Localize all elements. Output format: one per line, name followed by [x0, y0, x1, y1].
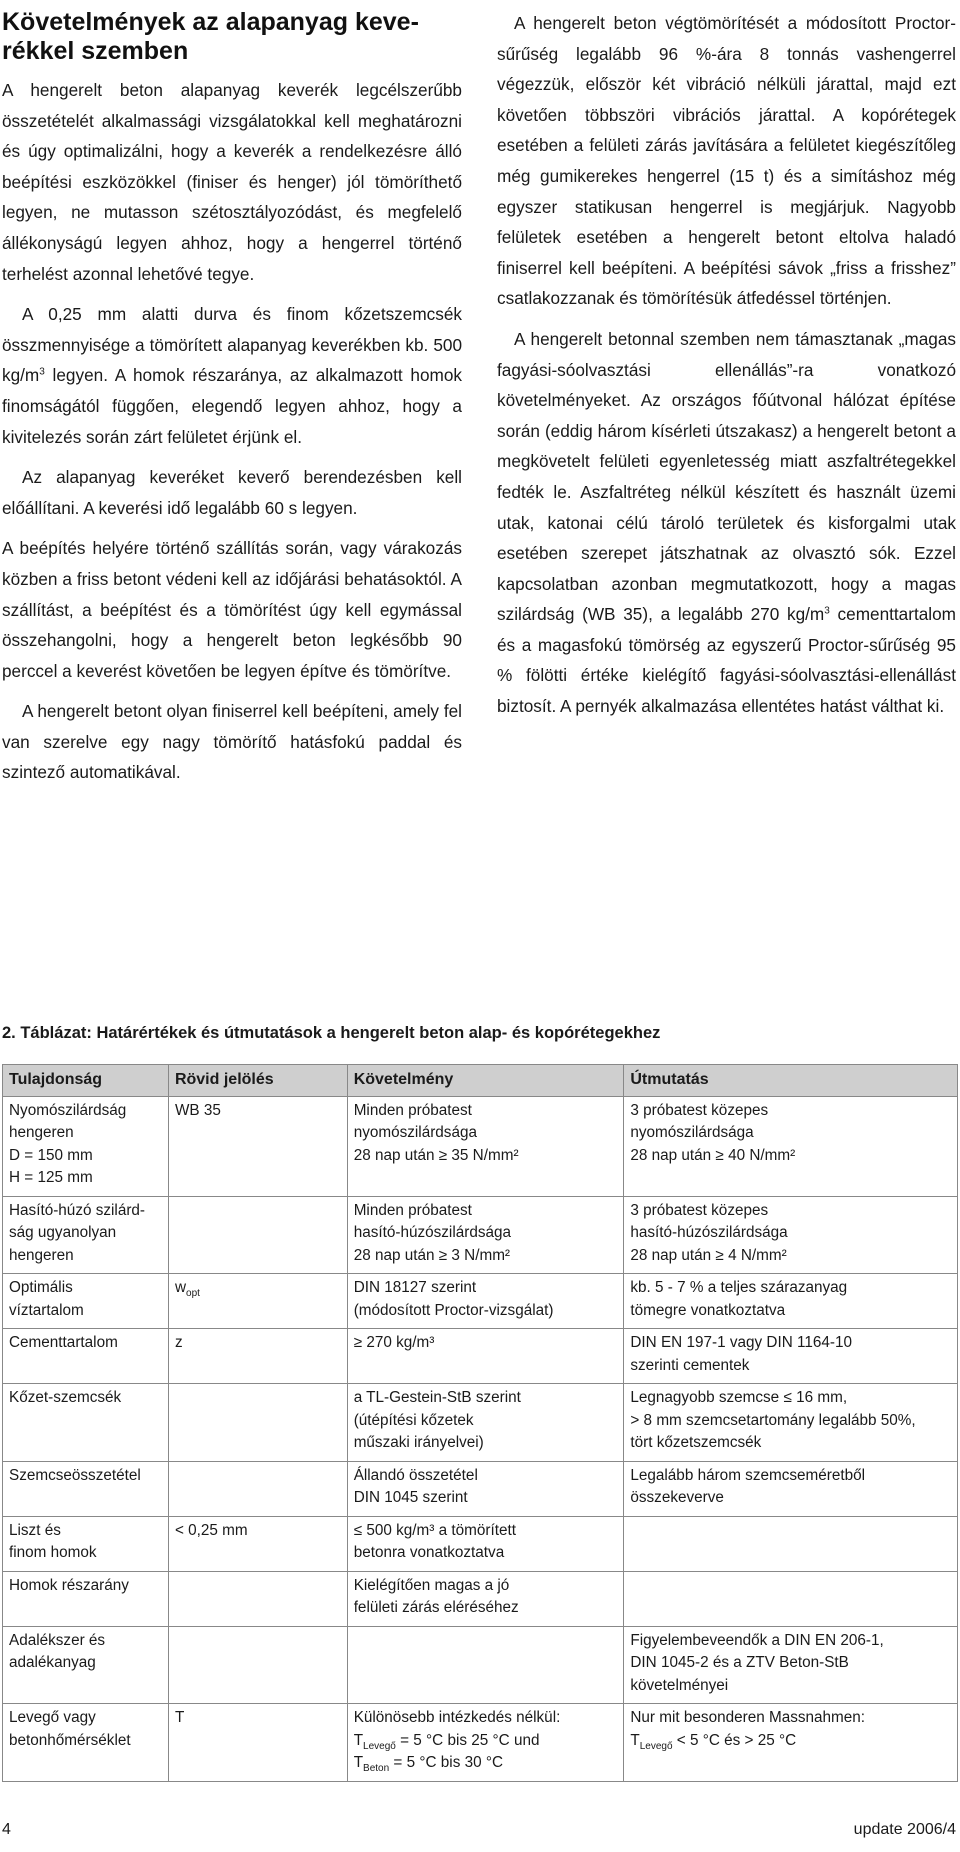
table-row: [3, 1096, 958, 1196]
table-cell: Adalékszer és adalékanyag: [3, 1626, 169, 1704]
table-row: [3, 1384, 958, 1462]
table-cell: ≤ 500 kg/m³ a tömörített betonra vonatkoztatva: [347, 1516, 624, 1571]
paragraph: A hengerelt beton alapanyag keverék legcélszerűbb összetételét alkalmassági vizsgálatokkal kell meghatározni és úgy optimalizálni, hogy a keverék a rendelkezésre álló beépítési eszközökkel (finiser és henger) jól tömöríthető legyen, ne mutasson szétosztályozódást, és megfelelő állékonyságú legyen ahhoz, hogy a hengerrel történő terhelést azonnal lehetővé tegye.: [2, 80, 462, 284]
table-cell: Optimális víztartalom: [3, 1274, 169, 1329]
paragraph: A beépítés helyére történő szállítás során, vagy várakozás közben a friss betont védeni kell az időjárási behatásoktól. A szállítást, a beépítést és a tömörítést úgy kell egymással összehangolni, hogy a hengerelt beton legkésőbb 90 perccel a keverést követően be legyen építve és tömörítve.: [2, 538, 462, 681]
table-cell: < 0,25 mm: [168, 1516, 347, 1571]
table-cell: Nur mit besonderen Massnahmen: $T_{Levegő} < 5$ °C és > 25 °C: [624, 1704, 958, 1782]
table-cell: Cementtartalom: [3, 1329, 169, 1384]
column-header: Tulajdonság: [3, 1065, 169, 1097]
table-cell: Minden próbatest nyomószilárdsága 28 nap után ≥ 35 N/mm²: [347, 1096, 624, 1196]
column-header: Útmutatás: [624, 1065, 958, 1097]
table-cell: WB 35: [168, 1096, 347, 1196]
table-cell: [168, 1571, 347, 1626]
table-cell: [168, 1196, 347, 1274]
table-cell: [624, 1516, 958, 1571]
table-cell: 3 próbatest közepes hasító-húzószilárdsága 28 nap után ≥ 4 N/mm²: [624, 1196, 958, 1274]
table-cell: Homok részarány: [3, 1571, 169, 1626]
page-number: 4: [2, 1821, 11, 1838]
table-cell: Kielégítően magas a jó felületi zárás eléréséhez: [347, 1571, 624, 1626]
table-cell: ≥ 270 kg/m³: [347, 1329, 624, 1384]
table-cell: Minden próbatest hasító-húzószilárdsága 28 nap után ≥ 3 N/mm²: [347, 1196, 624, 1274]
column-header: Rövid jelölés: [168, 1065, 347, 1097]
table-cell: Különösebb intézkedés nélkül: $T_{Levegő} = 5$ °C bis 25 °C und $T_{Beton} = 5$ °C bis 30 °C: [347, 1704, 624, 1782]
table-cell: [168, 1384, 347, 1462]
table-cell: [347, 1626, 624, 1704]
table-cell: Kőzet-szemcsék: [3, 1384, 169, 1462]
table-cell: Hasító-húzó szilárd- ság ugyanolyan hengeren: [3, 1196, 169, 1274]
table-cell: [168, 1461, 347, 1516]
table-cell: $w_{opt}$: [168, 1274, 347, 1329]
table-cell: Szemcseösszetétel: [3, 1461, 169, 1516]
table-row: [3, 1274, 958, 1329]
table-cell: Liszt és finom homok: [3, 1516, 169, 1571]
table-cell: Figyelembeveendők a DIN EN 206-1, DIN 1045-2 és a ZTV Beton-StB követelményei: [624, 1626, 958, 1704]
table-cell: a TL-Gestein-StB szerint (útépítési kőzetek műszaki irányelvei): [347, 1384, 624, 1462]
table-row: [3, 1626, 958, 1704]
table-cell: 3 próbatest közepes nyomószilárdsága 28 nap után ≥ 40 N/mm²: [624, 1096, 958, 1196]
table-cell: T: [168, 1704, 347, 1782]
table-cell: Levegő vagy betonhőmérséklet: [3, 1704, 169, 1782]
table-cell: kb. 5 - 7 % a teljes szárazanyag tömegre vonatkoztatva: [624, 1274, 958, 1329]
table-cell: Legnagyobb szemcse ≤ 16 mm, > 8 mm szemcsetartomány legalább 50%, tört kőzetszemcsék: [624, 1384, 958, 1462]
table-title: 2. Táblázat: Határértékek és útmutatások a hengerelt beton alap- és kopórétegekhez: [2, 1024, 661, 1042]
paragraph: A hengerelt beton végtömörítését a módosított Proctor-sűrűség legalább 96 %-ára 8 tonnás vashengerrel végezzük, először két vibráció nélküli járattal, majd ezt követően többszöri vibrációs járattal. A kopórétegek esetében a felületi zárás javítására a felületet kiegészítőleg még gumikerekes hengerrel (15 t) és a simításhoz még egyszer statikusan hengerrel is megjárjuk. Nagyobb felületek esetében a hengerelt betont eltolva haladó finiserrel kell beépíteni. A beépítési sávok „friss a frisshez” csatlakozzanak és tömörítésük átfedéssel történjen.: [497, 13, 956, 309]
table-row: [3, 1196, 958, 1274]
table-cell: z: [168, 1329, 347, 1384]
column-header: Követelmény: [347, 1065, 624, 1097]
table-row: [3, 1704, 958, 1782]
left-column: [2, 8, 462, 798]
table-cell: [168, 1626, 347, 1704]
table-cell: Nyomószilárdság hengeren D = 150 mm H = 125 mm: [3, 1096, 169, 1196]
table-row: [3, 1329, 958, 1384]
table-cell: [624, 1571, 958, 1626]
table-cell: DIN EN 197-1 vagy DIN 1164-10 szerinti cementek: [624, 1329, 958, 1384]
publication-label: update 2006/4: [853, 1821, 956, 1838]
right-column: [497, 8, 956, 732]
paragraph: A hengerelt betont olyan finiserrel kell beépíteni, amely fel van szerelve egy nagy tömörítő hatásfokú paddal és szintező automatikával.: [2, 701, 462, 783]
spec-table: [2, 1064, 958, 1782]
table-header-row: [3, 1065, 958, 1097]
table-body: [3, 1096, 958, 1781]
table-cell: DIN 18127 szerint (módosított Proctor-vizsgálat): [347, 1274, 624, 1329]
table-cell: Állandó összetétel DIN 1045 szerint: [347, 1461, 624, 1516]
paragraph: A hengerelt betonnal szemben nem támasztanak „magas fagyási-sóolvasztási ellenállás”-ra vonatkozó követelményeket. Az országos főútvonal hálózat építése során (eddig három kísérleti útszakasz) a hengerelt betont a megkövetelt felületi egyenletesség miatt aszfaltrétegekkel fedték le. Aszfaltréteg nélkül készített és használt üzemi utak, katonai célú tároló területek és kisforgalmi utak esetében szerepet játszhatnak az olvasztó sók. Ezzel kapcsolatban azonban megmutatkozott, hogy a magas szilárdság (WB 35), a legalább 270 $kg/m^3$ cementtartalom és a magasfokú tömörség az egyszerű Proctor-sűrűség 95 % fölötti értéke kielégítő fagyási-sóolvasztási-ellenállást biztosít. A pernyék alkalmazása ellentétes hatást válthat ki.: [497, 328, 956, 717]
section-heading: Követelmények az alapanyag keverékkel szemben: [2, 8, 419, 65]
table-row: [3, 1516, 958, 1571]
table-row: [3, 1571, 958, 1626]
table-cell: Legalább három szemcseméretből összekeverve: [624, 1461, 958, 1516]
paragraph: A 0,25 mm alatti durva és finom kőzetszemcsék összmennyisége a tömörített alapanyag keverékben kb. 500 $kg/m^3$ legyen. A homok részaránya, az alkalmazott homok finomságától függően, elegendő legyen ahhoz, hogy a kivitelezés során zárt felületet érjünk el.: [2, 304, 462, 447]
table-row: [3, 1461, 958, 1516]
paragraph: Az alapanyag keveréket keverő berendezésben kell előállítani. A keverési idő legalább 60 s legyen.: [2, 467, 462, 518]
